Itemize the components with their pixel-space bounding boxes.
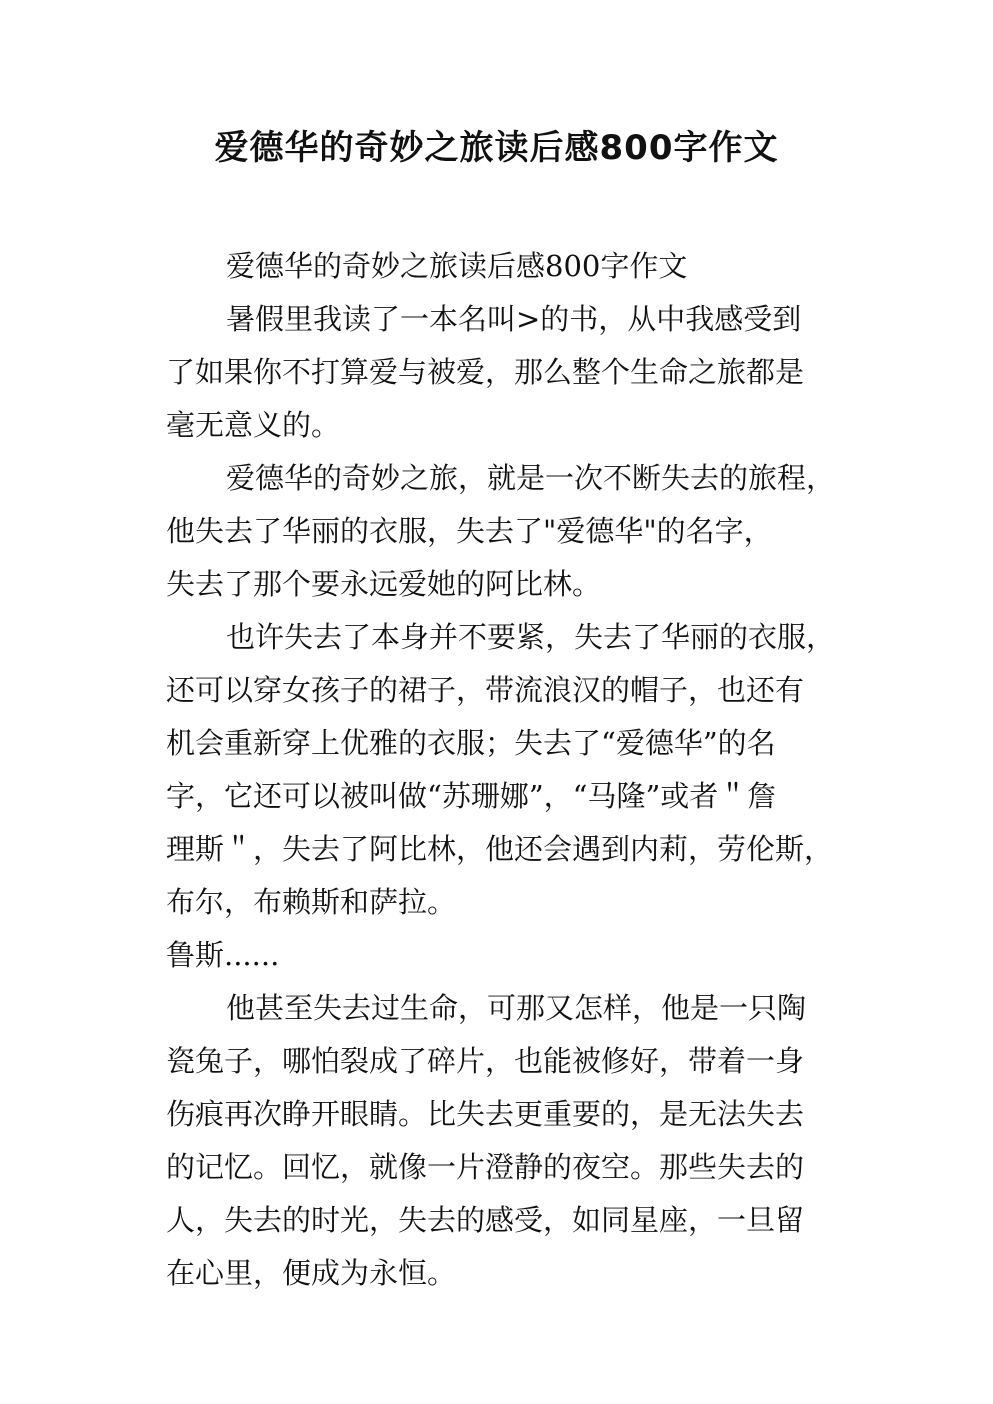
document-body — [166, 240, 846, 1300]
body-line: 爱德华的奇妙之旅读后感800字作文 — [226, 249, 688, 283]
document-title: 爱德华的奇妙之旅读后感800字作文 — [214, 128, 779, 168]
body-line: 的记忆。回忆，就像一片澄静的夜空。那些失去的 — [166, 1150, 805, 1184]
body-line: 瓷兔子，哪怕裂成了碎片，也能被修好，带着一身 — [166, 1044, 805, 1078]
body-line: 爱德华的奇妙之旅，就是一次不断失去的旅程， — [226, 461, 836, 495]
body-line: 理斯＂，失去了阿比林，他还会遇到内莉，劳伦斯， — [166, 832, 834, 866]
body-line: 了如果你不打算爱与被爱，那么整个生命之旅都是 — [166, 355, 805, 389]
body-line: 机会重新穿上优雅的衣服；失去了“爱德华”的名 — [166, 726, 776, 760]
body-line: 也许失去了本身并不要紧，失去了华丽的衣服， — [226, 620, 836, 654]
body-line: 布尔，布赖斯和萨拉。 — [166, 885, 457, 919]
body-line: 失去了那个要永远爱她的阿比林。 — [166, 567, 602, 601]
body-line: 人，失去的时光，失去的感受，如同星座，一旦留 — [166, 1203, 805, 1237]
body-line: 伤痕再次睁开眼睛。比失去更重要的，是无法失去 — [166, 1097, 805, 1131]
body-line: 鲁斯...... — [166, 938, 280, 972]
body-line: 还可以穿女孩子的裙子，带流浪汉的帽子，也还有 — [166, 673, 805, 707]
body-line: 毫无意义的。 — [166, 408, 341, 442]
body-line: 他失去了华丽的衣服，失去了"爱德华"的名字， — [166, 514, 773, 548]
body-line: 他甚至失去过生命，可那又怎样，他是一只陶 — [226, 991, 807, 1025]
body-line: 在心里，便成为永恒。 — [166, 1256, 457, 1290]
body-line: 字，它还可以被叫做“苏珊娜”，“马隆”或者＂詹 — [166, 779, 777, 813]
body-line: 暑假里我读了一本名叫>的书，从中我感受到 — [226, 302, 802, 336]
